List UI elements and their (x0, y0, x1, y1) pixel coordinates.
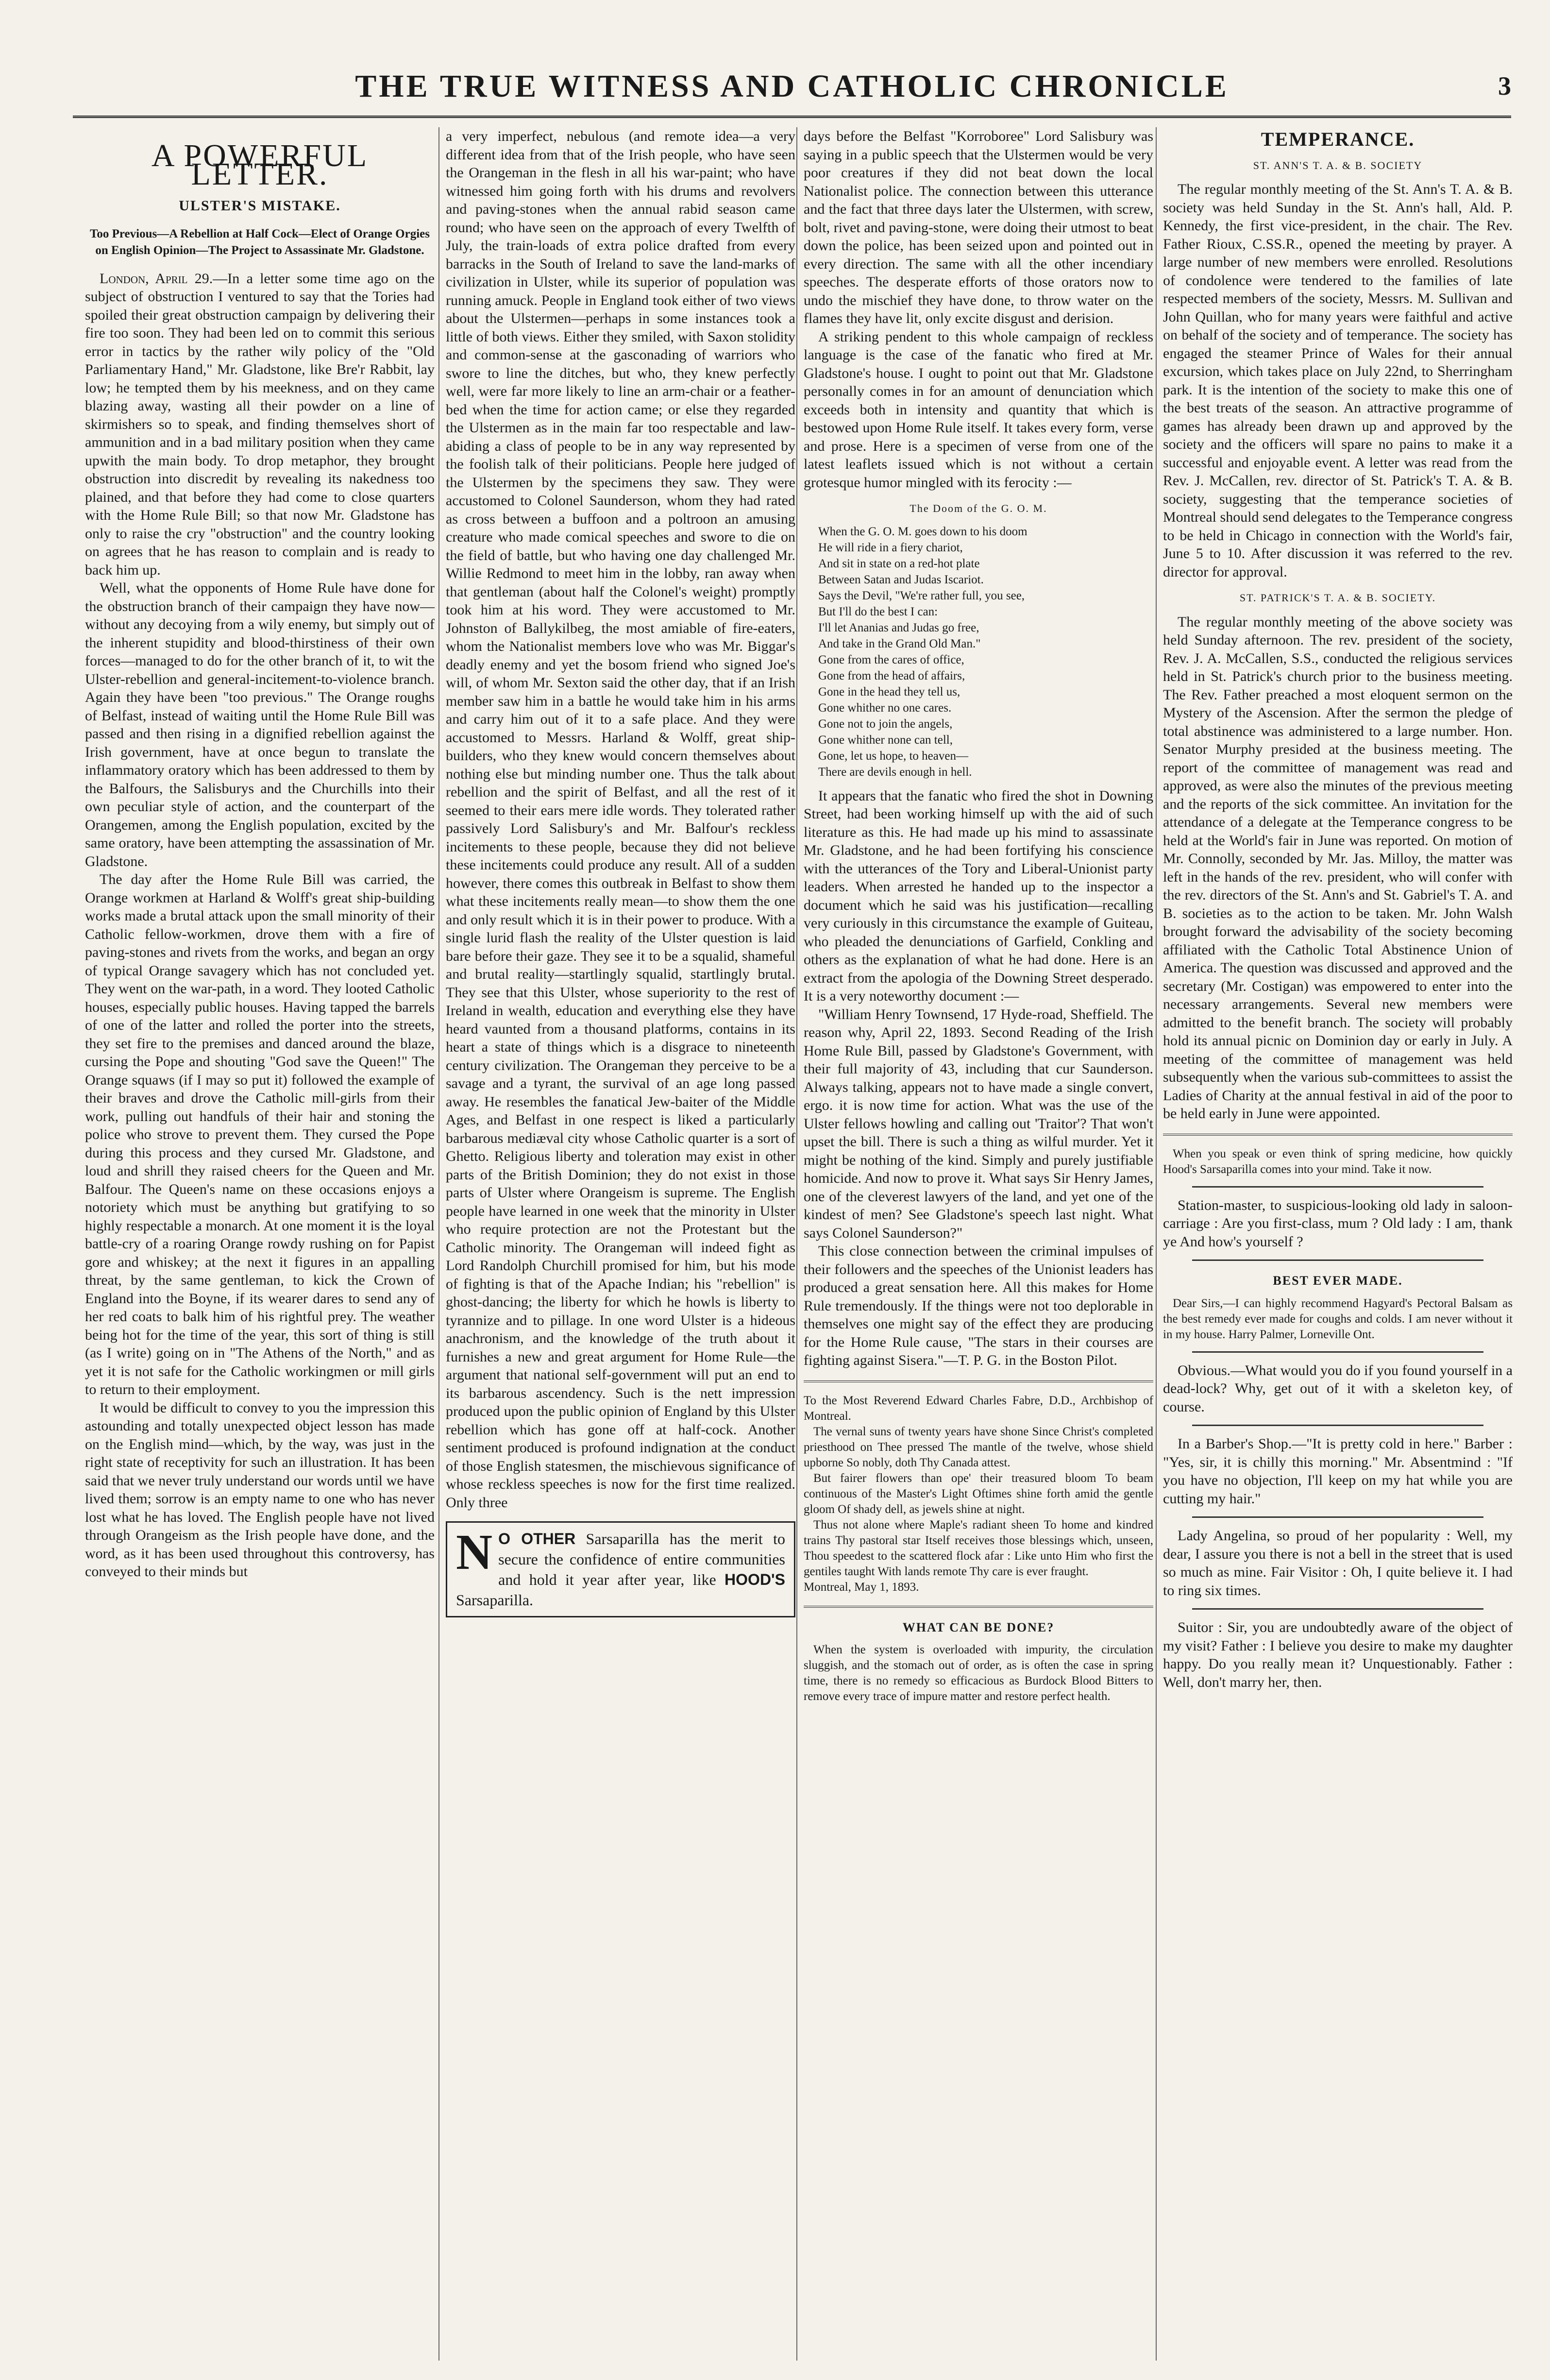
article-headline: A POWERFUL LETTER. (151, 138, 369, 192)
ad-lead: O OTHER (498, 1530, 576, 1547)
column-divider (438, 127, 439, 2361)
fabre-stanza: But fairer flowers than ope' their treasured bloom To beam continuous of the Master's Light Oftimes shine forth amid the gentle gloom Of shady dell, as jewels shine at night. (804, 1471, 1153, 1516)
column-1 (85, 127, 435, 1581)
poem-title: The Doom of the G. O. M. (910, 502, 1047, 514)
column-divider (1156, 127, 1157, 2361)
article-paragraph: This close connection between the criminal impulses of their followers and the speeches of the Unionist leaders has produced a great sensation here. All this makes for Home Rule tremendously. If the things were not too deplorable in themselves one might say of the effect they are producing for the Home Rule cause, "The stars in their courses are fighting against Sisera."—T. P. G. in the Boston Pilot. (804, 1243, 1153, 1368)
article-paragraph: "William Henry Townsend, 17 Hyde-road, Sheffield. The reason why, April 22, 1893. Second Reading of the Irish Home Rule Bill, passed by Gladstone's Government, with their full majority of 43, including that cur Saunderson. Always talking, appears not to have made a single convert, ergo. it is now time for action. What was the use of the Ulster fellows howling and calling out 'Traitor'? That won't upset the bill. There is such a thing as wilful murder. Yet it might be nothing of the kind. Simply and purely justifiable homicide. And now to prove it. What says Sir Henry James, one of the cleverest lawyers of the land, and yet one of the kindest of men? See Gladstone's speech last night. What says Colonel Saunderson?" (804, 1006, 1153, 1241)
poem-line: Gone from the cares of office, (818, 653, 964, 666)
item-divider (1192, 1259, 1483, 1261)
poem-line: Between Satan and Judas Iscariot. (818, 573, 984, 586)
what-can-text: When the system is overloaded with impurity, the circulation sluggish, and the stomach out of order, as is often the case in spring time, there is no remedy so efficacious as Burdock Blood Bitters to remove every trace of impure matter and restore perfect health. (804, 1643, 1153, 1703)
barber-joke: In a Barber's Shop.—"It is pretty cold in here." Barber : "Yes, sir, it is chilly this morning." Mr. Absentmind : "If you have no objection, I'll keep on my hat while you are cutting my hair." (1163, 1436, 1513, 1507)
poem-line: There are devils enough in hell. (818, 765, 972, 779)
poem-line: Says the Devil, "We're rather full, you see, (818, 589, 1025, 602)
poem-line: Gone in the head they tell us, (818, 685, 960, 698)
fabre-stanza: The vernal suns of twenty years have shone Since Christ's completed priesthood on Thee pressed The mantle of the twelve, whose shield upborne So nobly, doth Thy Canada attest. (804, 1425, 1153, 1469)
suitor-joke: Suitor : Sir, you are undoubtedly aware of the object of my visit? Father : I believe you desire to make my daughter happy. Do you really mean it? Unquestionably. Father : Well, don't marry her, then. (1163, 1619, 1513, 1690)
article-paragraph: days before the Belfast "Korroboree" Lord Salisbury was saying in a public speech that the Ulstermen would be very poor creatures if they did not beat down the local Nationalist police. The connection between this utterance and the fact that three days later the Ulstermen, with screw, bolt, rivet and paving-stone, were doing their utmost to beat down the police, has been seized upon and pointed out in every direction. The same with all the other incendiary speeches. The desperate efforts of those orators now to undo the mischief they have done, to throw water on the flames they have lit, only excite disgust and derision. (804, 128, 1153, 326)
st-patricks-subhead: ST. PATRICK'S T. A. & B. SOCIETY. (1239, 592, 1436, 604)
fabre-dateline: Montreal, May 1, 1893. (804, 1580, 919, 1594)
best-ever-item: Dear Sirs,—I can highly recommend Hagyard's Pectoral Balsam as the best remedy ever made for coughs and colds. I am never without it in my house. Harry Palmer, Lorneville Ont. (1163, 1296, 1513, 1341)
ad-drop-cap: N (456, 1524, 493, 1580)
poem-line: But I'll do the best I can: (818, 605, 938, 618)
poem-line: When the G. O. M. goes down to his doom (818, 525, 1028, 538)
poem-line: And sit in state on a red-hot plate (818, 557, 980, 570)
poem-line: I'll let Ananias and Judas go free, (818, 621, 979, 634)
masthead-title: THE TRUE WITNESS AND CATHOLIC CHRONICLE (355, 68, 1229, 104)
item-divider (1192, 1425, 1483, 1426)
masthead-rule (73, 116, 1511, 118)
fabre-poem (804, 1393, 1153, 1595)
st-anns-subhead: ST. ANN'S T. A. & B. SOCIETY (1253, 159, 1423, 171)
what-can-item (804, 1642, 1153, 1704)
article-paragraph: A striking pendent to this whole campaign of reckless language is the case of the fanatic who fired at Mr. Gladstone's house. I ought to point out that Mr. Gladstone personally comes in for an amount of denunciation which exceeds both in intensity and quantity that which is bestowed upon Home Rule itself. It takes every form, verse and prose. Here is a specimen of verse from one of the latest leaflets issued which is not without a certain grotesque humor mingled with its ferocity :— (804, 328, 1153, 491)
what-can-heading: WHAT CAN BE DONE? (902, 1620, 1055, 1634)
ad-text: Sarsaparilla has the merit to secure the confidence of entire communities and hold it year after year, like (498, 1530, 786, 1588)
fabre-stanza: Thus not alone where Maple's radiant sheen To home and kindred trains Thy pastoral star Itself receives those blessings which, unseen, Thou speedest to the scattered flock afar : Like unto Him who first the gentiles taught With lands remote Thy care is ever fraught. (804, 1518, 1153, 1578)
poem-doom-gom (818, 524, 1153, 780)
poem-line: Gone whither no one cares. (818, 701, 952, 714)
article-paragraph: Well, what the opponents of Home Rule have done for the obstruction branch of their campaign they have now—without any decoying from a wily enemy, but simply out of the inherent stupidity and blood-thirstiness of their own forces—managed to do for the other branch of it, to wit the Ulster-rebellion and general-incitement-to-violence branch. Again they have been "too previous." The Orange roughs of Belfast, instead of waiting until the Home Rule Bill was passed and then rising in a dignified rebellion against the Irish government, have at once begun to translate the inflammatory oratory which has been addressed to them by the Balfours, the Salisburys and the Churchills into their own peculiar style of action, and the counterpart of the Orangemen, among the English population, excited by the same oratory, have been attempting the assassination of Mr. Gladstone. (85, 580, 435, 869)
item-divider (1192, 1351, 1483, 1353)
article-paragraph: It appears that the fanatic who fired the shot in Downing Street, had been working himself up with the aid of such literature as this. He had made up his mind to assassinate Mr. Gladstone, and he had been fortifying his conscience with the utterances of the Tory and Liberal-Unionist party leaders. When arrested he handed up to the inspector a document which he said was his justification—recalling very curiously in this circumstance the example of Guiteau, who pleaded the denunciations of Garfield, Conkling and others as the explanation of what he had done. Here is an extract from the apologia of the Downing Street desperado. It is a very noteworthy document :— (804, 787, 1153, 1004)
item-divider (1192, 1186, 1483, 1188)
section-divider (1163, 1134, 1513, 1136)
section-divider (804, 1380, 1153, 1382)
temperance-paragraph: The regular monthly meeting of the St. Ann's T. A. & B. society was held Sunday in the St. Ann's hall, Ald. P. Kennedy, the first vice-president, in the chair. The Rev. Father Rioux, C.SS.R., opened the meeting by prayer. A large number of new members were enrolled. Resolutions of condolence were tendered to the families of late respected members of the society, Messrs. M. Sullivan and John Quillan, who for many years were faithful and active on behalf of the society and of temperance. The society has engaged the steamer Prince of Wales for their annual excursion, which takes place on July 22nd, to Sherringham park. It is the intention of the society to make this one of the best treats of the season. An attractive programme of games has already been drawn up and approved by the society and the officers will spare no pains to make it a successful and enjoyable event. A letter was read from the Rev. J. McCallen, rev. director of St. Patrick's T. A. & B. society, suggesting that the temperance societies of Montreal should send delegates to the Temperance congress to be held in Chicago in connection with the World's fair, June 5 to 10. After discussion it was referred to the rev. director for approval. (1163, 181, 1513, 580)
temperance-heading: TEMPERANCE. (1261, 128, 1415, 150)
article-subhead: ULSTER'S MISTAKE. (179, 198, 341, 214)
spring-medicine-note: When you speak or even think of spring medicine, how quickly Hood's Sarsaparilla comes into your mind. Take it now. (1163, 1147, 1513, 1176)
poem-line: Gone, let us hope, to heaven— (818, 749, 968, 763)
ad-tail: Sarsaparilla. (456, 1591, 534, 1609)
temperance-paragraph: The regular monthly meeting of the above society was held Sunday afternoon. The rev. president of the society, Rev. J. A. McCallen, S.S., conducted the religious services held in St. Patrick's church prior to the business meeting. The Rev. Father preached a most eloquent sermon on the Mystery of the Ascension. After the sermon the pledge of total abstinence was administered to a large number. Hon. Senator Murphy presided at the business meeting. The report of the committee of management was read and approved, as were also the minutes of the previous meeting and the reports of the sick committee. An invitation for the attendance of a delegate at the Temperance congress to be held at the World's fair in June was reported. On motion of Mr. Connolly, seconded by Mr. Jas. Milloy, the matter was left in the hands of the rev. president, who will confer with the rev. directors of the St. Ann's and St. Gabriel's T. A. and B. societies as to the action to be taken. Mr. John Walsh brought forward the advisability of the society becoming affiliated with the Catholic Total Abstinence Union of America. The question was discussed and approved and the secretary (Mr. Costigan) was empowered to enter into the necessary arrangements. Several new members were admitted to the benefit branch. The society will probably hold its annual picnic on Dominion day or early in July. A meeting of the committee of management was held subsequently when the various sub-committees to assist the Ladies of Charity at the annual festival in aid of the poor to be held early in June were appointed. (1163, 613, 1513, 1122)
best-ever-heading: BEST EVER MADE. (1273, 1274, 1403, 1288)
hoods-sarsaparilla-ad (446, 1521, 795, 1617)
station-joke: Station-master, to suspicious-looking old lady in saloon-carriage : Are you first-class, mum ? Old lady : I am, thank ye And how's yourself ? (1163, 1197, 1513, 1250)
poem-line: He will ride in a fiery chariot, (818, 541, 963, 554)
column-3 (804, 127, 1153, 1704)
poem-line: Gone from the head of affairs, (818, 669, 965, 682)
article-paragraph: a very imperfect, nebulous (and remote idea—a very different idea from that of the Irish people, who have seen the Orangeman in the flesh in all his war-paint; who have witnessed him going forth with his drums and revolvers and paving-stones when the annual rabid season came round; who have seen on the approach of every Twelfth of July, the train-loads of extra police drafted from every barracks in the South of Ireland to save the land-marks of civilization in Ulster, while its superior of population was running amuck. People in England took either of two views about the Ulstermen—perhaps in some instances took a little of both views. Either they smiled, with Saxon stolidity and common-sense at the gasconading of warriors who swore to line the ditches, but who, they knew perfectly well, were far more likely to line an arm-chair or a feather-bed when the time for action came; or else they regarded the Ulstermen as in the main far too respectable and law-abiding a class of people to be in any way represented by the foolish talk of their politicians. People here judged of the Ulstermen by the specimens they saw. They were accustomed to Colonel Saunderson, whom they had rated as cross between a buffoon and a poltroon an amusing creature who made comical speeches and swore to die on the field of battle, but who having one day challenged Mr. Willie Redmond to meet him in the lobby, ran away when that gentleman (about half the Colonel's weight) promptly took him at his word. They were accustomed to Mr. Johnston of Ballykilbeg, the most amiable of fire-eaters, whom the Nationalist members love who was Mr. Biggar's deadly enemy and yet the bosom friend who signed Joe's will, of whom Mr. Sexton said the other day, that if an Irish member saw him in a battle he would take him in his arms and carry him out of it to a safe place. And they were accustomed to Messrs. Harland & Wolff, great ship-builders, who they knew would concern themselves about nothing else but minding number one. Thus the talk about rebellion and the spirit of Belfast, and all the rest of it seemed to their ears mere idle words. They tolerated rather passively Lord Salisbury's and Mr. Balfour's reckless incitements to these people, because they did not believe these incitements could produce any result. All of a sudden however, there comes this outbreak in Belfast to show them what these incitements really mean—to show them the one and only result which it is in their power to produce. With a single lurid flash the reality of the Ulster question is laid bare before their gaze. They see it to be a squalid, shameful and brutal reality—startlingly squalid, startlingly brutal. They see that this Ulster, whose superiority to the rest of Ireland in wealth, education and everything else they have heard vaunted from a thousand platforms, contains in its heart a state of things which is a disgrace to nineteenth century civilization. The Orangeman they perceive to be a savage and a tyrant, the survival of an age long passed away. He resembles the fanatical Jew-baiter of the Middle Ages, and Belfast in one respect is liked a particularly barbarous mediæval city whose Catholic quarter is a sort of Ghetto. Religious liberty and toleration may exist in other parts of the British Dominion; they do not exist in those parts of Ulster where Orangeism is supreme. The English people have learned in one week that the minority in Ulster who require protection are not the Protestant but the Catholic minority. The Orangeman will indeed fight as Lord Randolph Churchill promised for him, but his mode of fighting is that of the Apache Indian; his "rebellion" is ghost-dancing; the liberty for which he howls is liberty to tyrannize and to pillage. In one word Ulster is a hideous anachronism, and the knowledge of the truth about it furnishes a new and great argument for Home Rule—the argument that national self-government will put an end to its barbarous ascendency. Such is the nett impression produced upon the public opinion of England by this Ulster rebellion which has gone off at half-cock. Another sentiment produced is profound indignation at the conduct of those English statesmen, the mischievous significance of whose reckless speeches is now for the first time realized. Only three (446, 128, 795, 1511)
angelina-joke: Lady Angelina, so proud of her popularity : Well, my dear, I assure you there is not a bell in the street that is used so much as mine. Fair Visitor : Oh, I quite believe it. I had to ring six times. (1163, 1528, 1513, 1598)
poem-line: Gone not to join the angels, (818, 717, 953, 731)
item-divider (1192, 1608, 1483, 1610)
article-paragraph: The day after the Home Rule Bill was carried, the Orange workmen at Harland & Wolff's great ship-building works made a brutal attack upon the small minority of their Catholic fellow-workmen, drove them with a fire of paving-stones and rivets from the works, and began an orgy of typical Orange savagery which has not concluded yet. They went on the war-path, in a word. They looted Catholic houses, especially public houses. Having tapped the barrels of one of the latter and rolled the porter into the streets, they set fire to the premises and danced around the blaze, cursing the Pope and shouting "God save the Queen!" The Orange squaws (if I may so put it) followed the example of their braves and drove the Catholic mill-girls from their work, pulling out handfuls of their hair and stoning the police who strove to prevent them. They cursed the Pope during this process and they cursed Mr. Gladstone, and loud and shrill they raised cheers for the Queen and Mr. Balfour. The Queen's name on these occasions enjoys a notoriety which must be anything but gratifying to so highly respectable a monarch. At one moment it is the loyal battle-cry of a roaring Orange rowdy rushing on for Papist gore and whiskey; at the next it figures in an appalling threat, by the same gentleman, to kick the Crown of England into the Boyne, if its wearer dares to send any of her red coats to balk him of his rightful prey. The weather being hot for the time of the year, this sort of thing is still (as I write) going on in "The Athens of the North," and as yet it is not safe for the Catholic workingmen or mill girls to return to their employment. (85, 871, 435, 1397)
ad-brand: HOOD'S (724, 1571, 785, 1588)
section-divider (804, 1606, 1153, 1608)
article-paragraph: It would be difficult to convey to you the impression this astounding and totally unexpected object lesson has made on the English mind—which, by the way, was just in the right state of receptivity for such an illustration. It has been said that we never truly understand our words until we have lived them; sorrow is an empty name to one who has never lost what he has loved. The English people have not lived through Orangeism as the Irish people have done, and the word, as it has been used throughout this controversy, has conveyed to their minds but (85, 1399, 435, 1580)
poem-line: And take in the Grand Old Man." (818, 637, 981, 650)
obvious-joke: Obvious.—What would you do if you found yourself in a dead-lock? Why, get out of it with a skeleton key, of course. (1163, 1362, 1513, 1415)
item-divider (1192, 1516, 1483, 1518)
page-number: 3 (1498, 71, 1511, 101)
article-deck: Too Previous—A Rebellion at Half Cock—Elect of Orange Orgies on English Opinion—The Project to Assassinate Mr. Gladstone. (90, 227, 430, 257)
poem-line: Gone whither none can tell, (818, 733, 953, 747)
column-divider (796, 127, 797, 2361)
article-paragraph: London, April 29.—In a letter some time ago on the subject of obstruction I ventured to say that the Tories had spoiled their great obstruction campaign by delivering their fire too soon. They had been led on to commit this serious error in tactics by the rather wily policy of the "Old Parliamentary Hand," Mr. Gladstone, like Bre'r Rabbit, lay low; he tempted them by his meekness, and on they came blazing away, wasting all their powder on a line of skirmishers so to speak, and finding themselves short of ammunition and in a bad military position when they came upwith the main body. To drop metaphor, they brought obstruction into discredit by revealing its nakedness too plained, and that before they had come to close quarters with the Home Rule Bill; so that now Mr. Gladstone has only to raise the cry "obstruction" and the country looking on agrees that he has reason to complain and is ready to back him up. (85, 270, 435, 578)
article-dateline: London, April 29.— (100, 270, 228, 287)
fabre-heading: To the Most Reverend Edward Charles Fabre, D.D., Archbishop of Montreal. (804, 1394, 1153, 1423)
column-4 (1163, 127, 1513, 1691)
column-2 (446, 127, 795, 1617)
